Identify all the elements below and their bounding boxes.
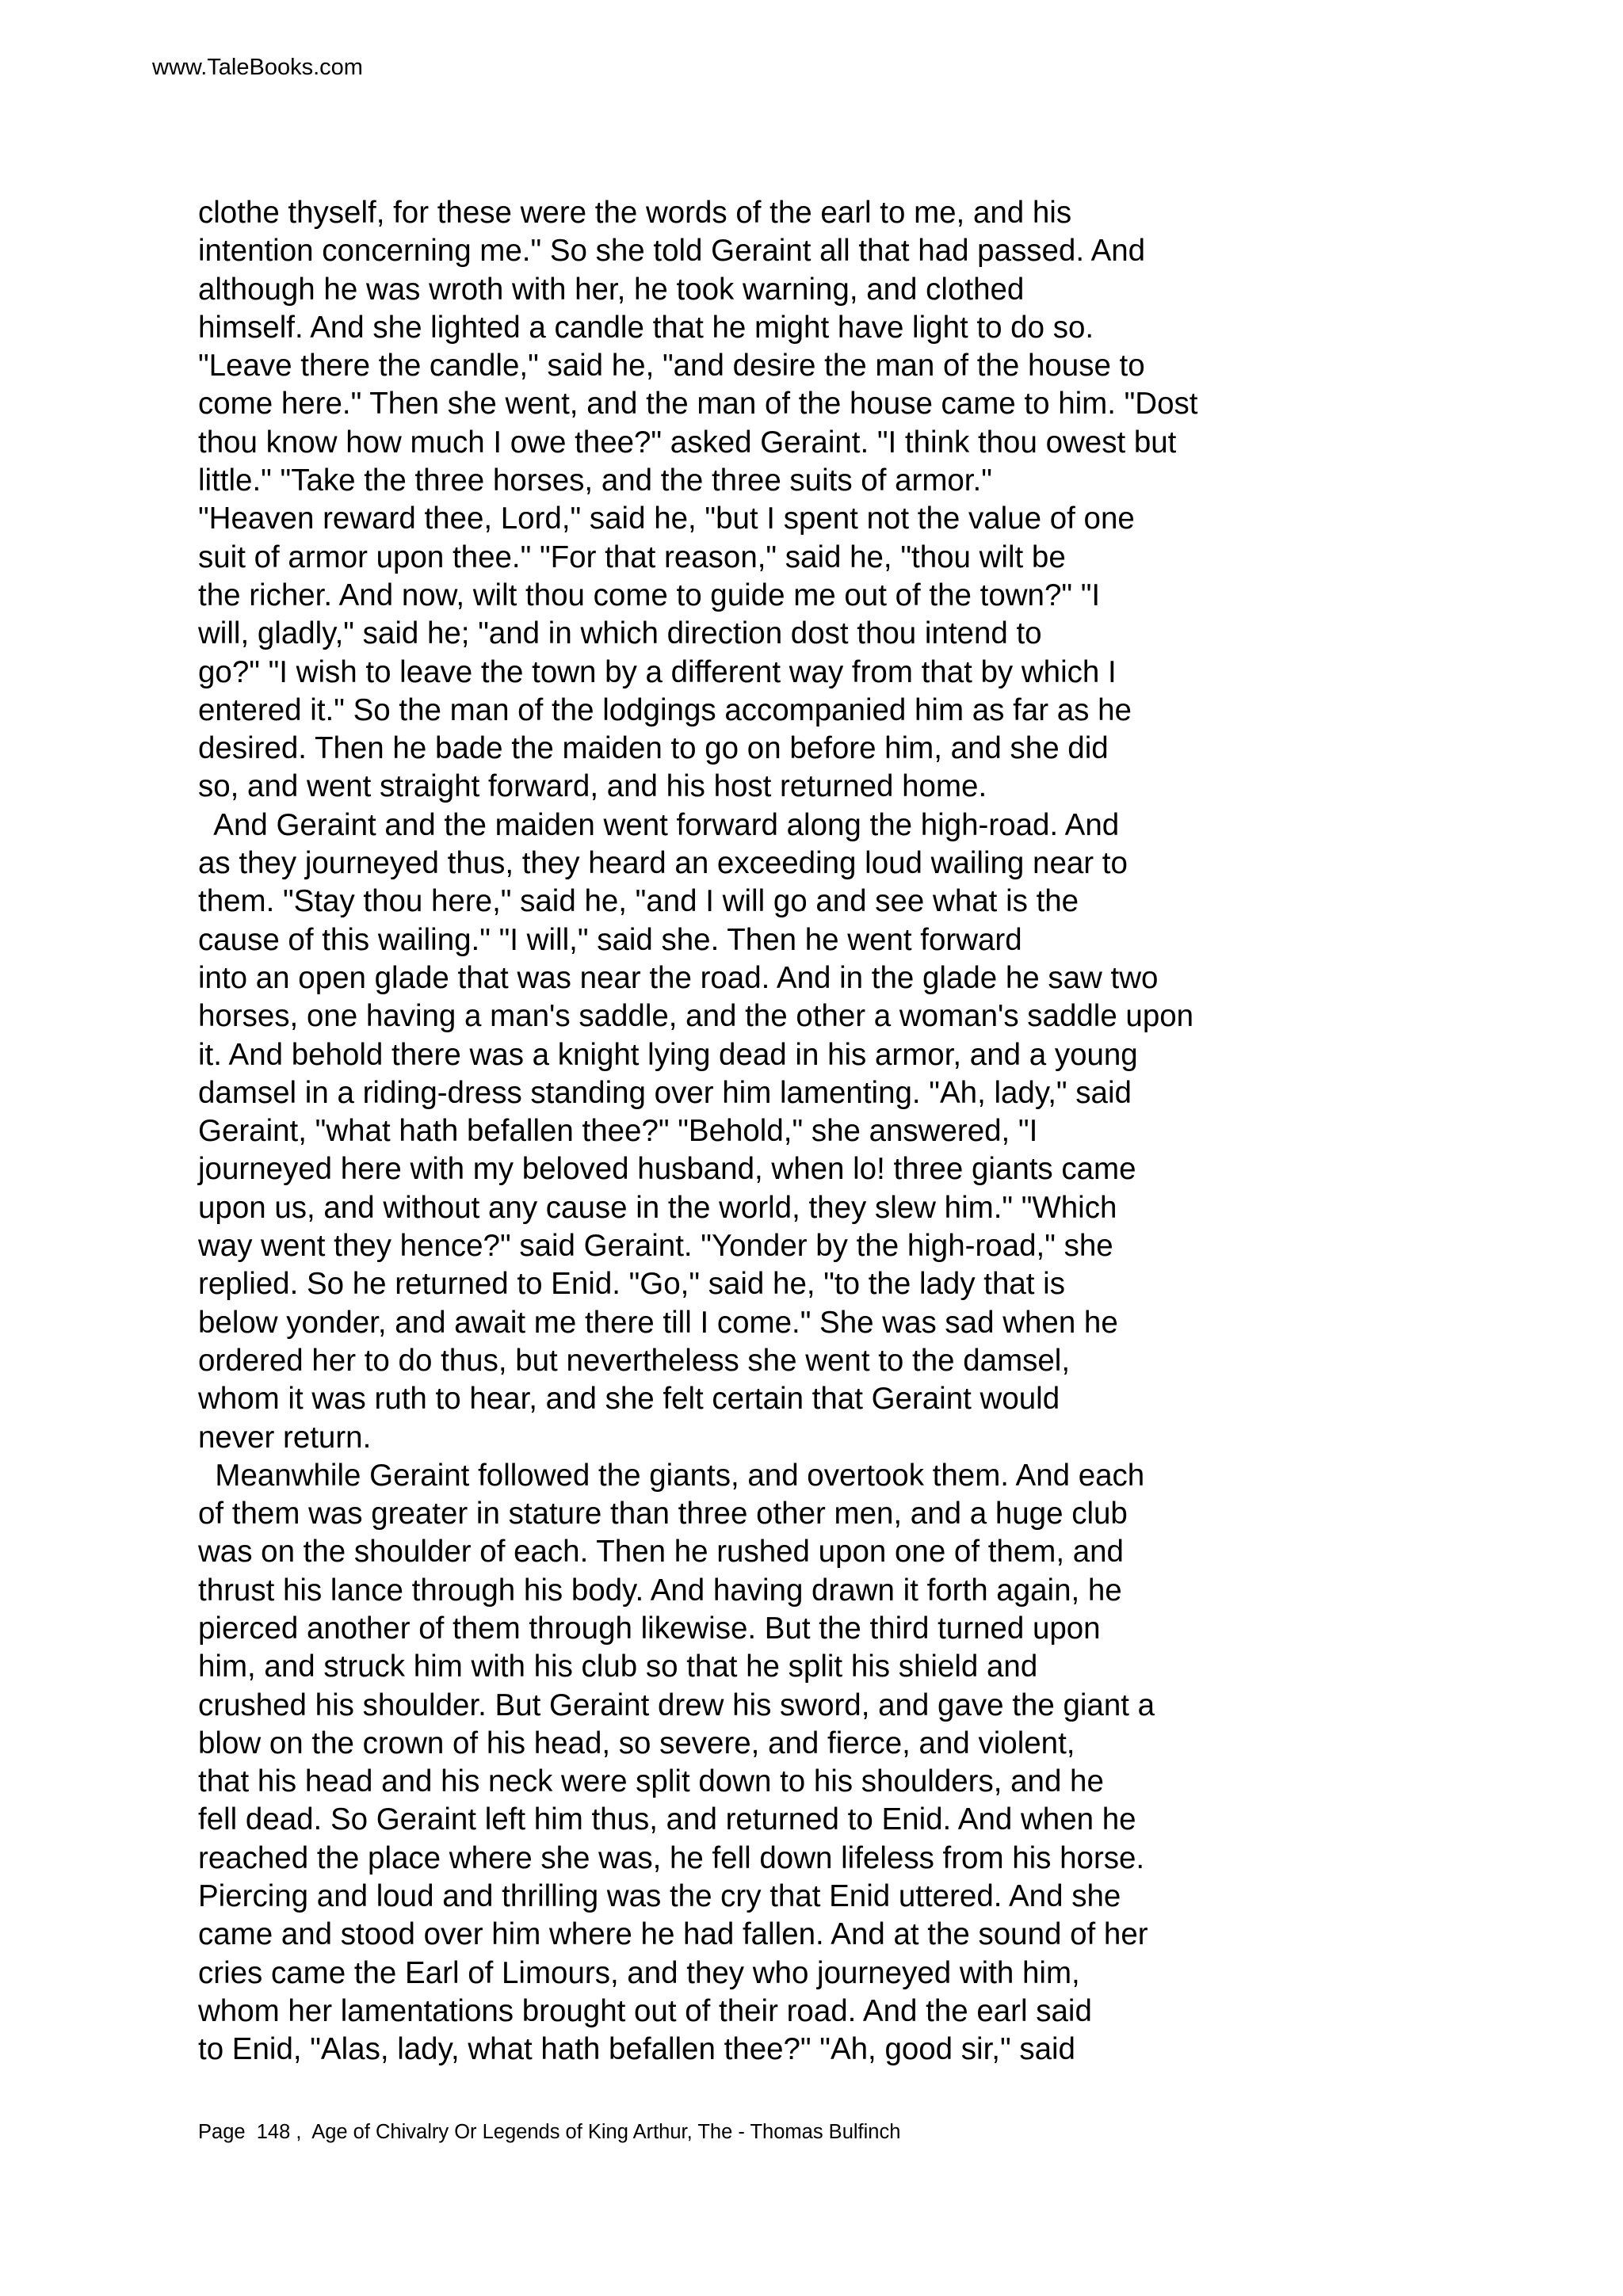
text-line: thrust his lance through his body. And having drawn it forth again, he xyxy=(198,1573,1122,1608)
text-line: Meanwhile Geraint followed the giants, and overtook them. And each xyxy=(198,1458,1145,1493)
text-line: will, gladly," said he; "and in which direction dost thou intend to xyxy=(198,616,1042,651)
text-line: crushed his shoulder. But Geraint drew his sword, and gave the giant a xyxy=(198,1688,1155,1722)
page-body-text xyxy=(198,194,1545,2069)
text-line: so, and went straight forward, and his host returned home. xyxy=(198,769,987,804)
text-line: way went they hence?" said Geraint. "Yonder by the high-road," she xyxy=(198,1229,1113,1264)
text-line: blow on the crown of his head, so severe, and fierce, and violent, xyxy=(198,1726,1075,1760)
text-line: the richer. And now, wilt thou come to guide me out of the town?" "I xyxy=(198,578,1101,612)
text-line: Piercing and loud and thrilling was the cry that Enid uttered. And she xyxy=(198,1879,1121,1914)
text-line: clothe thyself, for these were the words of the earl to me, and his xyxy=(198,196,1072,230)
text-line: pierced another of them through likewise. But the third turned upon xyxy=(198,1611,1101,1646)
text-line: fell dead. So Geraint left him thus, and returned to Enid. And when he xyxy=(198,1802,1136,1837)
text-line: thou know how much I owe thee?" asked Geraint. "I think thou owest but xyxy=(198,425,1177,460)
text-line: to Enid, "Alas, lady, what hath befallen thee?" "Ah, good sir," said xyxy=(198,2032,1075,2067)
text-line: replied. So he returned to Enid. "Go," said he, "to the lady that is xyxy=(198,1267,1065,1302)
text-line: come here." Then she went, and the man of the house came to him. "Dost xyxy=(198,387,1198,421)
text-line: cause of this wailing." "I will," said she. Then he went forward xyxy=(198,922,1022,957)
text-line: And Geraint and the maiden went forward along the high-road. And xyxy=(198,807,1120,842)
text-line: came and stood over him where he had fallen. And at the sound of her xyxy=(198,1917,1148,1952)
text-line: upon us, and without any cause in the world, they slew him." "Which xyxy=(198,1190,1117,1225)
text-line: him, and struck him with his club so that he split his shield and xyxy=(198,1650,1038,1684)
text-line: although he was wroth with her, he took warning, and clothed xyxy=(198,272,1025,307)
text-line: whom her lamentations brought out of their road. And the earl said xyxy=(198,1993,1092,2028)
text-line: desired. Then he bade the maiden to go on before him, and she did xyxy=(198,731,1109,766)
text-line: ordered her to do thus, but nevertheless she went to the damsel, xyxy=(198,1343,1071,1378)
text-line: of them was greater in stature than three other men, and a huge club xyxy=(198,1497,1128,1531)
text-line: entered it." So the man of the lodgings accompanied him as far as he xyxy=(198,692,1132,727)
text-line: himself. And she lighted a candle that he might have light to do so. xyxy=(198,310,1094,345)
text-line: whom it was ruth to hear, and she felt certain that Geraint would xyxy=(198,1382,1060,1417)
text-line: was on the shoulder of each. Then he rushed upon one of them, and xyxy=(198,1535,1124,1569)
text-line: damsel in a riding-dress standing over him lamenting. "Ah, lady," said xyxy=(198,1075,1132,1110)
site-url-header: www.TaleBooks.com xyxy=(152,55,363,80)
text-line: it. And behold there was a knight lying dead in his armor, and a young xyxy=(198,1037,1138,1072)
text-line: intention concerning me." So she told Geraint all that had passed. And xyxy=(198,234,1146,269)
text-line: never return. xyxy=(198,1420,372,1455)
text-line: cries came the Earl of Limours, and they who journeyed with him, xyxy=(198,1955,1080,1990)
page-footer: Page 148 , Age of Chivalry Or Legends of King Arthur, The - Thomas Bulfinch xyxy=(198,2121,901,2143)
text-line: below yonder, and await me there till I come." She was sad when he xyxy=(198,1305,1118,1340)
text-line: horses, one having a man's saddle, and the other a woman's saddle upon xyxy=(198,999,1194,1034)
text-line: suit of armor upon thee." "For that reason," said he, "thou wilt be xyxy=(198,540,1066,574)
text-line: Geraint, "what hath befallen thee?" "Behold," she answered, "I xyxy=(198,1114,1038,1149)
text-line: go?" "I wish to leave the town by a different way from that by which I xyxy=(198,654,1117,689)
text-line: "Heaven reward thee, Lord," said he, "but I spent not the value of one xyxy=(198,502,1135,536)
text-line: them. "Stay thou here," said he, "and I will go and see what is the xyxy=(198,884,1079,919)
text-line: journeyed here with my beloved husband, when lo! three giants came xyxy=(198,1152,1136,1187)
text-line: into an open glade that was near the road. And in the glade he saw two xyxy=(198,960,1159,995)
text-line: that his head and his neck were split down to his shoulders, and he xyxy=(198,1764,1104,1799)
text-line: reached the place where she was, he fell down lifeless from his horse. xyxy=(198,1840,1145,1875)
text-line: little." "Take the three horses, and the three suits of armor." xyxy=(198,463,992,498)
text-line: as they journeyed thus, they heard an exceeding loud wailing near to xyxy=(198,846,1128,881)
text-line: "Leave there the candle," said he, "and desire the man of the house to xyxy=(198,349,1145,383)
